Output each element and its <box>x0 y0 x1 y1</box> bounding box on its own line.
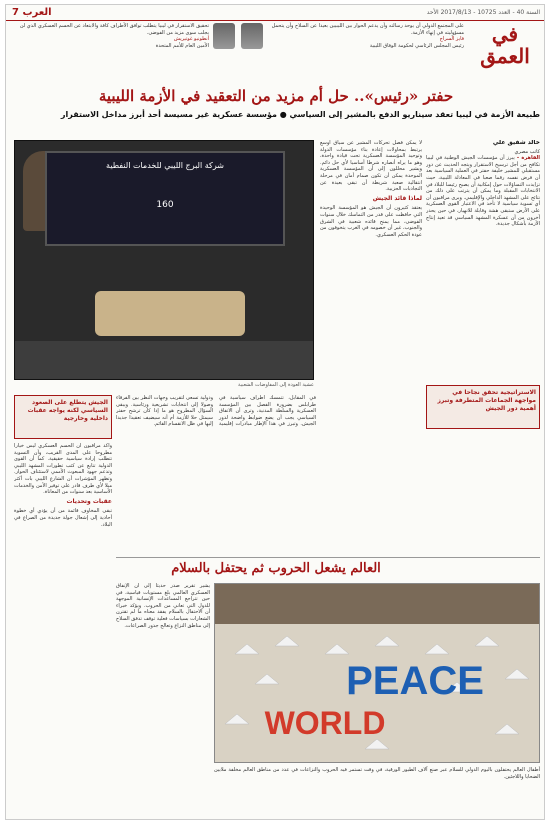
column-5-text: يشير تقرير صدر حديثا إلى أن الإنفاق العسكري العالمي بلغ مستويات قياسية، في حين تتراجع المساعدات الإنسانية الموجهة للدول التي تعاني من الحروب. ويؤكد خبراء أن الاحتفال بالسلام يفقد معناه ما لم تقترن الشعارات بسياسات فعلية توقف تدفق السلاح إلى مناطق النزاع وتعالج جذور الصراعات. <box>116 583 210 629</box>
quote-author: أنطونيو غوتيريش <box>173 36 209 42</box>
dateline: القاهرة – <box>516 155 540 162</box>
military-truck <box>95 291 245 336</box>
quote-2-body <box>12 23 209 83</box>
peace-word: PEACE <box>346 659 484 703</box>
column-3-text: في المقابل، تتمسك أطراف سياسية في طرابلس بضرورة الفصل بين المؤسسة العسكرية والسلطة المدنية، وترى أن الاتفاق السياسي يجب أن يضع ضوابط واضحة لدور الجيش. وتبرز في هذا الإطار مبادرات إقليمية ودولية تسعى لتقريب وجهات النظر بين الفرقاء وصولا إلى انتخابات تشريعية ورئاسية. ويبقى السؤال المطروح هو ما إذا كان ترشح حفتر سيمثل حلا للأزمة أم أنه سيضيف تعقيدا جديدا إليها في ظل الانقسام القائم. <box>116 395 316 428</box>
quote-text: على المجتمع الدولي أن يوحد رسالته وأن يدعم الحوار بين الليبيين بعيدا عن السلاح وأن يتحمل مسؤوليته في إنهاء الأزمة. <box>271 23 464 36</box>
peace-photo-illustration <box>215 584 540 763</box>
main-headline: حفتر «رئيس».. حل أم مزيد من التعقيد في الأزمة الليبية <box>98 87 454 105</box>
quote-2 <box>12 23 235 83</box>
column-2 <box>320 140 422 555</box>
newspaper-page <box>5 4 545 820</box>
column-5 <box>116 583 210 813</box>
column-4-text: وأكد مراقبون أن الحسم العسكري ليس خيارا مطروحا على المدى القريب، وأن التسوية تتطلب إرادة سياسية حقيقية. كما أن القوى الدولية تتابع عن كثب تطورات المشهد الليبي وتدعم جهود المبعوث الأممي لاستئناف الحوار. وتظهر المؤشرات أن الشارع الليبي بات أكثر ميلا لأي طرف قادر على توفير الأمن والخدمات الأساسية بعد سنوات من المعاناة. <box>14 443 112 496</box>
second-headline: العالم يشعل الحروب ثم يحتفل بالسلام <box>171 561 381 576</box>
main-photo <box>14 140 314 380</box>
top-bar <box>6 5 545 21</box>
avatar <box>241 23 263 49</box>
highlight-box-2: الجيش يتطلع على الصعود السياسي لكنه يواجه عقبات داخلية وخارجية <box>14 395 112 439</box>
highlight-box-1: الاستراتيجية تحقق نجاحا في مواجهة الجماعات المتطرفة وتبرز أهمية دور الجيش <box>426 385 540 429</box>
peace-photo-caption: أطفال العالم يحتفلون باليوم الدولي للسلام عبر صنع آلاف الطيور الورقية، في وقت تستمر فيه الحروب والنزاعات في عدد من مناطق العالم مخلفة ملايين الضحايا واللاجئين. <box>214 767 540 780</box>
billboard <box>45 151 285 246</box>
quote-role: رئيس المجلس الرئاسي لحكومة الوفاق الليبية <box>369 42 464 49</box>
column-2-text: لا يمكن فصل تحركات المشير عن سياق أوسع يرتبط بمحاولات إعادة بناء مؤسسات الدولة وتوحيد المؤسسة العسكرية تحت قيادة واحدة، وهو ما يراه أنصاره شرطا أساسيا لأي حل دائم. ويشير محللون إلى أن المؤسسة العسكرية الموحدة يمكن أن تكون صمام أمان في مرحلة انتقالية صعبة شريطة أن تبقى بعيدة عن التجاذبات الحزبية. <box>320 140 422 193</box>
billboard-number: 160 <box>156 200 174 210</box>
date-line: السنة 40 - العدد 10725 - 2017/8/13 الأحد <box>426 9 540 16</box>
quotes-strip <box>6 23 545 83</box>
section-divider <box>116 557 540 558</box>
subhead-1: طبيعة الأزمة في ليبيا تعقد سيناريو الدفع بالمشير إلى السياسي <box>289 110 540 119</box>
author-role: كاتب مصري <box>514 148 540 155</box>
billboard-text: شركة البرج الليبي للخدمات النفطية <box>106 161 224 170</box>
ground <box>15 341 314 380</box>
quote-1-body <box>267 23 464 83</box>
column-1-paragraph <box>426 155 540 228</box>
column-4-subheading: عقبات وتحديات <box>66 497 112 505</box>
column-4-text-b: تبقى المخاوف قائمة من أن يؤدي أي خطوة أحادية إلى إشعال جولة جديدة من الصراع في البلاد. <box>14 508 112 528</box>
section-title-text: في العمق <box>480 22 530 68</box>
subhead-2: مؤسسة عسكرية غير مسيسة أحد أبرز مداخل الاستقرار <box>60 110 277 119</box>
quote-author: فايز السراج <box>439 36 464 42</box>
peace-photo <box>214 583 540 763</box>
section-title <box>470 23 540 83</box>
world-word: WORLD <box>264 705 386 741</box>
quote-text: تحقيق الاستقرار في ليبيا يتطلب توافق الأطراف كافة والابتعاد عن الحسم العسكري الذي لن يجلب سوى مزيد من الفوضى. <box>19 23 209 36</box>
author-name: خالد شفيق علي <box>492 140 540 146</box>
avatar <box>213 23 235 49</box>
photo-caption: عشية العودة إلى المفاوضات الشعبية <box>237 382 314 388</box>
column-2-text-b: يعتقد كثيرون أن الجيش هو المؤسسة الوحيدة التي حافظت على قدر من التماسك خلال سنوات الفوضى، مما يمنح قائده شعبية في الشرق والجنوب، غير أن خصومه في الغرب يتخوفون من عودة الحكم العسكري. <box>320 205 422 238</box>
column-2-subheading: لماذا قائد الجيش <box>372 194 422 202</box>
column-1-text: يبرز أن مؤسسات الجيش الوطنية في ليبيا تكافح من أجل ترسيخ الاستقرار ويتجه الحديث عن دور مستقبلي للمشير خليفة حفتر في العملية السياسية بعد أن فرض نفسه رقما صعبا في المعادلة الليبية، حيث تزايدت التساؤلات حول إمكانية أن يصبح رئيسا للبلاد في الانتخابات المقبلة وما يمكن أن يترتب على ذلك من نتائج على المشهد الداخلي والإقليمي. ويرى مراقبون أن أي تسوية سياسية لا تأخذ في الاعتبار القوى العسكرية على الأرض ستبقى هشة وقابلة للانهيار، في حين يحذر آخرون من أن عسكرة المشهد السياسي قد تعيد إنتاج الأزمة بأشكال جديدة. <box>426 155 540 228</box>
brand-page-number: العرب 7 <box>12 7 52 18</box>
quote-1 <box>241 23 464 83</box>
column-4 <box>14 443 112 813</box>
quote-role: الأمين العام للأمم المتحدة <box>155 42 209 49</box>
column-3 <box>116 395 316 555</box>
column-1 <box>426 140 540 555</box>
subheadlines: طبيعة الأزمة في ليبيا تعقد سيناريو الدفع بالمشير إلى السياسي ● مؤسسة عسكرية غير مسيسة أحد أبرز مداخل الاستقرار <box>60 110 540 119</box>
